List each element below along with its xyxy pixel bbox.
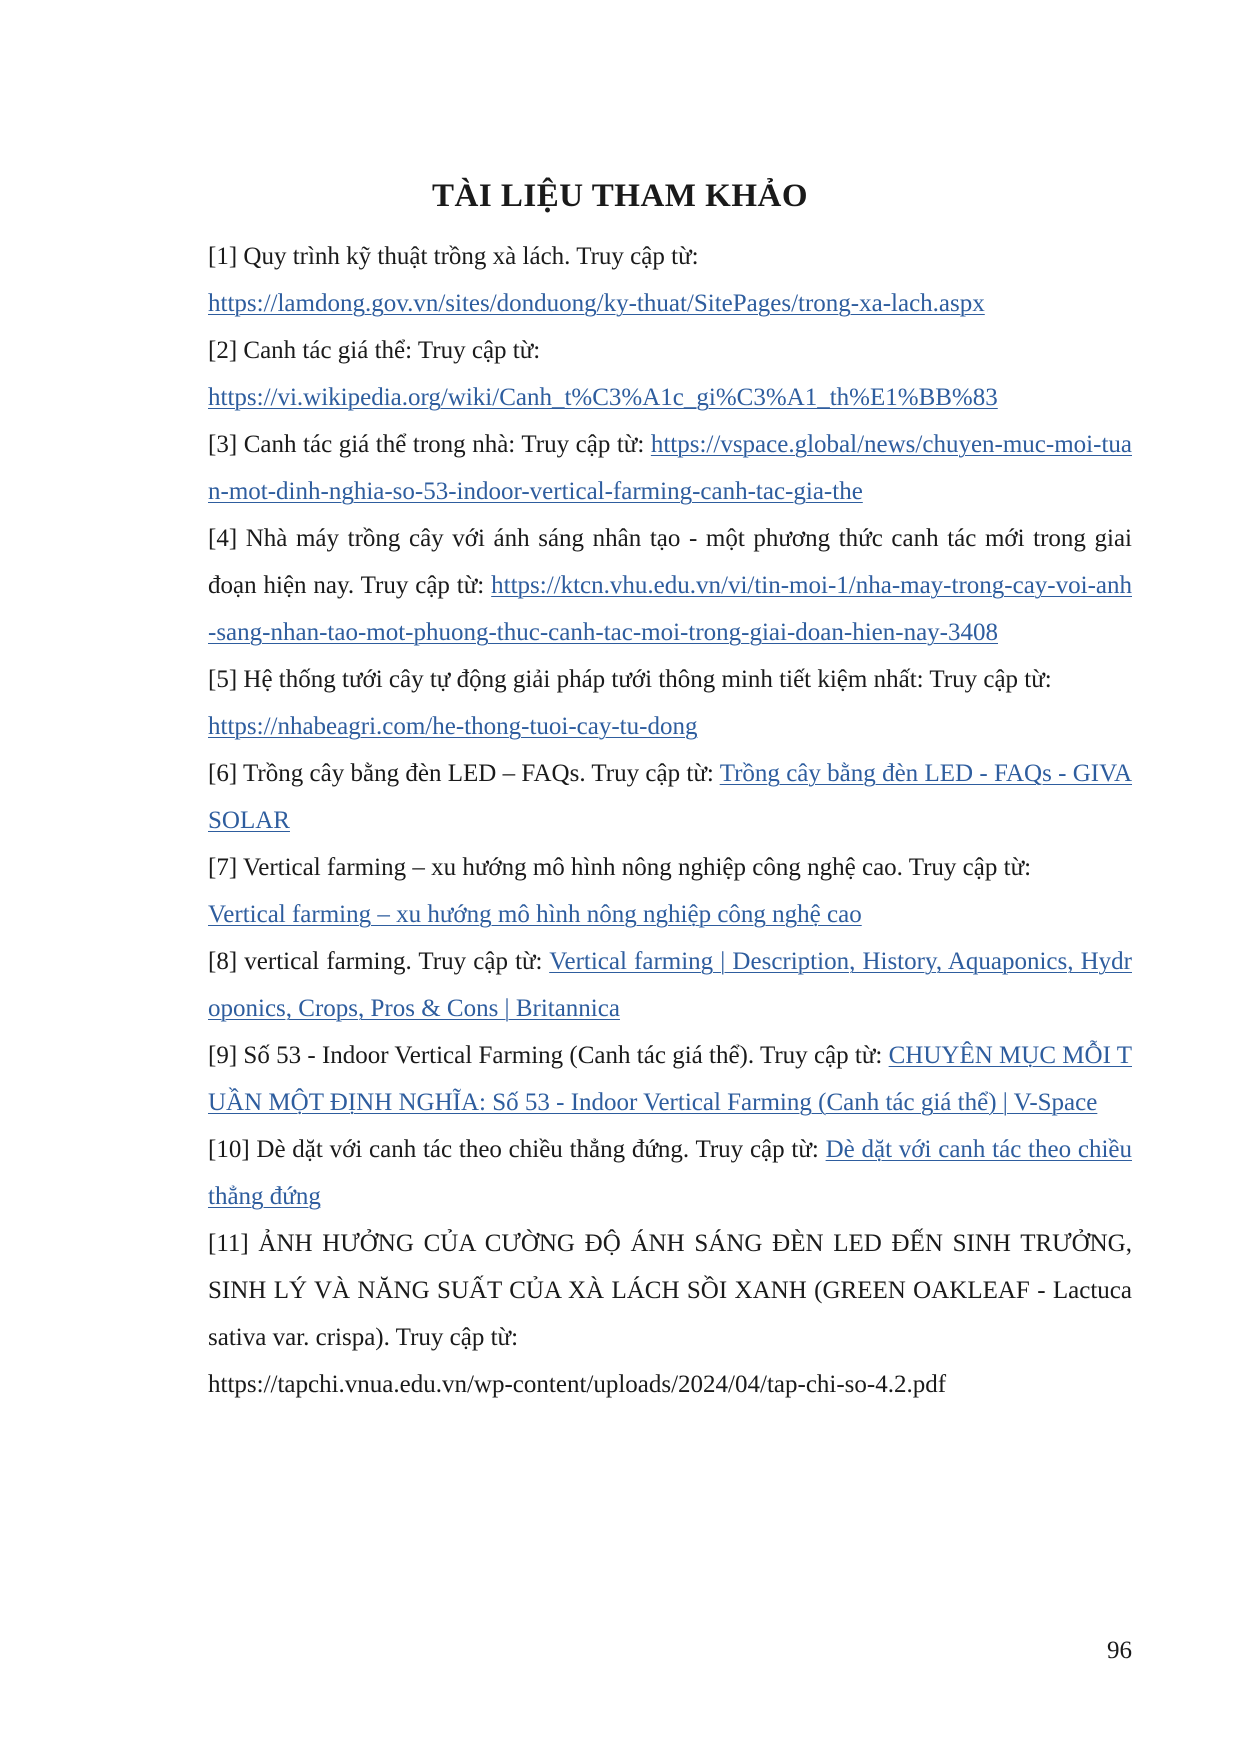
reference-item-4 — [208, 515, 1132, 656]
reference-text: [6] Trồng cây bằng đèn LED – FAQs. Truy cập từ: — [208, 760, 720, 787]
reference-link[interactable]: https://lamdong.gov.vn/sites/donduong/ky-thuat/SitePages/trong-xa-lach.aspx — [208, 290, 985, 317]
reference-text: [1] Quy trình kỹ thuật trồng xà lách. Truy cập từ: — [208, 243, 699, 270]
reference-text: [8] vertical farming. Truy cập từ: — [208, 948, 550, 975]
reference-link[interactable]: Dè dặt với canh tác theo chiều thẳng đứng — [208, 1136, 1132, 1210]
reference-link[interactable]: https://vspace.global/news/chuyen-muc-moi-tuan-mot-dinh-nghia-so-53-indoor-vertical-farming-canh-tac-gia-the — [208, 431, 1132, 505]
reference-item-6 — [208, 750, 1132, 844]
reference-item-1 — [208, 233, 1132, 327]
reference-text: [7] Vertical farming – xu hướng mô hình nông nghiệp công nghệ cao. Truy cập từ: — [208, 854, 1032, 881]
reference-item-5 — [208, 656, 1132, 750]
reference-link[interactable]: https://nhabeagri.com/he-thong-tuoi-cay-tu-dong — [208, 713, 698, 740]
reference-link[interactable]: https://ktcn.vhu.edu.vn/vi/tin-moi-1/nha-may-trong-cay-voi-anh-sang-nhan-tao-mot-phuong-thuc-canh-tac-moi-trong-giai-doan-hien-nay-3408 — [208, 572, 1132, 646]
reference-link[interactable]: Trồng cây bằng đèn LED - FAQs - GIVASOLAR — [208, 760, 1133, 834]
reference-item-2 — [208, 327, 1132, 421]
reference-text: [5] Hệ thống tưới cây tự động giải pháp tưới thông minh tiết kiệm nhất: Truy cập từ: — [208, 666, 1052, 693]
page-title: TÀI LIỆU THAM KHẢO — [431, 178, 809, 214]
reference-link[interactable]: Vertical farming – xu hướng mô hình nông nghiệp công nghệ cao — [208, 901, 862, 928]
reference-list — [208, 233, 1132, 1408]
reference-text: [3] Canh tác giá thể trong nhà: Truy cập từ: — [208, 431, 651, 458]
reference-item-8 — [208, 938, 1132, 1032]
reference-item-10 — [208, 1126, 1132, 1220]
reference-url: https://tapchi.vnua.edu.vn/wp-content/uploads/2024/04/tap-chi-so-4.2.pdf — [208, 1371, 947, 1398]
reference-item-11 — [208, 1220, 1132, 1408]
reference-link[interactable]: https://vi.wikipedia.org/wiki/Canh_t%C3%A1c_gi%C3%A1_th%E1%BB%83 — [208, 384, 998, 411]
reference-text: [4] Nhà máy trồng cây với ánh sáng nhân tạo - một phương thức canh tác mới trong giai đoạn hiện nay. Truy cập từ: — [208, 525, 1132, 599]
reference-text: [9] Số 53 - Indoor Vertical Farming (Canh tác giá thể). Truy cập từ: — [208, 1042, 889, 1069]
page-number: 96 — [1107, 1637, 1132, 1664]
reference-text: [2] Canh tác giá thể: Truy cập từ: — [208, 337, 541, 364]
reference-item-7 — [208, 844, 1132, 938]
reference-link[interactable]: CHUYÊN MỤC MỖI TUẦN MỘT ĐỊNH NGHĨA: Số 53 - Indoor Vertical Farming (Canh tác giá thể) | V-Space — [208, 1042, 1132, 1116]
reference-item-9 — [208, 1032, 1132, 1126]
reference-text: [11] ẢNH HƯỞNG CỦA CƯỜNG ĐỘ ÁNH SÁNG ĐÈN LED ĐẾN SINH TRƯỞNG, SINH LÝ VÀ NĂNG SUẤT CỦA XÀ LÁCH SỒI XANH (GREEN OAKLEAF - Lactuca sativa var. crispa). Truy cập từ: — [208, 1230, 1132, 1351]
reference-link[interactable]: Vertical farming | Description, History, Aquaponics, Hydroponics, Crops, Pros & Cons | Britannica — [208, 948, 1132, 1022]
reference-text: [10] Dè dặt với canh tác theo chiều thẳng đứng. Truy cập từ: — [208, 1136, 826, 1163]
reference-item-3 — [208, 421, 1132, 515]
